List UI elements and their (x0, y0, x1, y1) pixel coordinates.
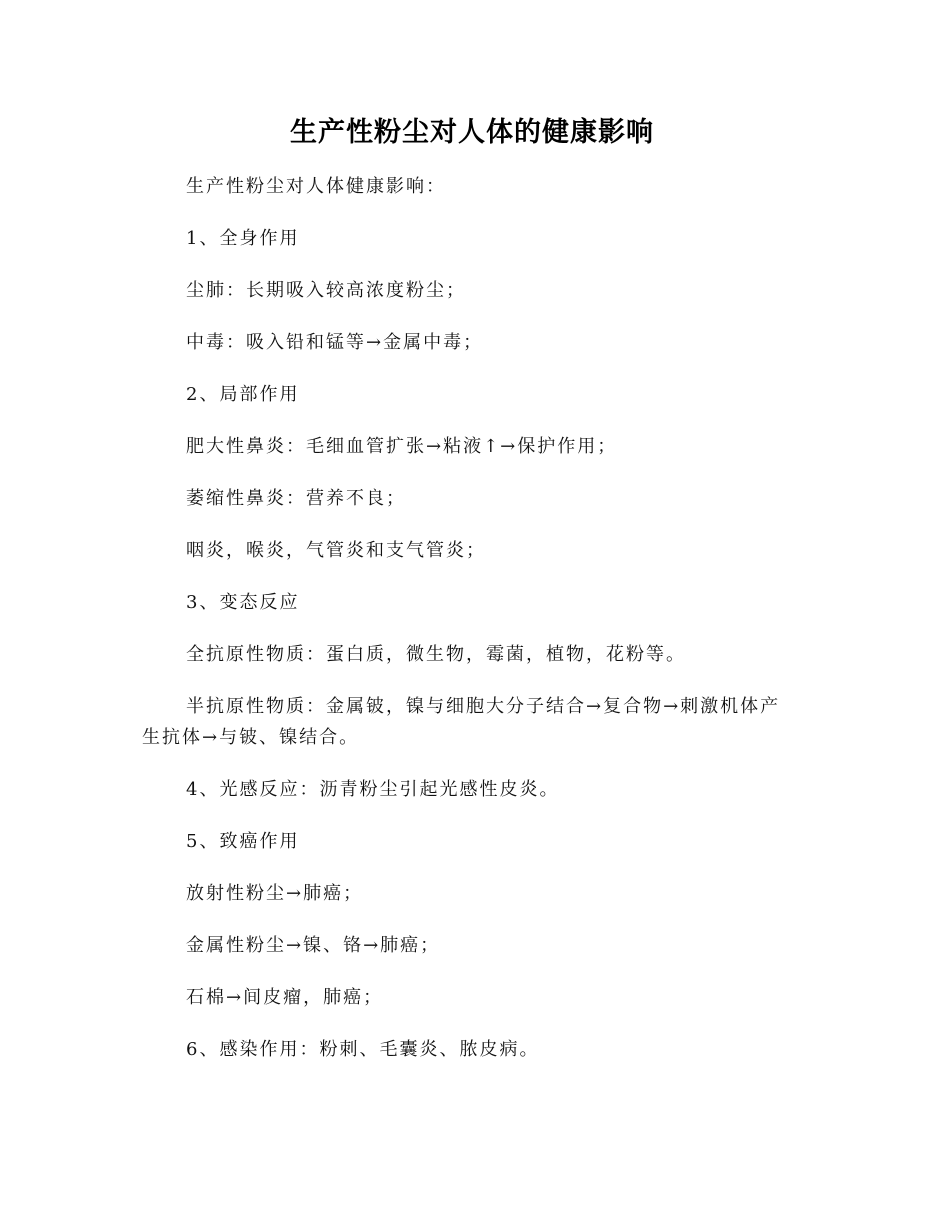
section-heading-4: 4、光感反应：沥青粉尘引起光感性皮炎。 (186, 779, 560, 800)
intro-paragraph: 生产性粉尘对人体健康影响： (186, 176, 446, 197)
list-item: 咽炎，喉炎，气管炎和支气管炎； (186, 540, 486, 561)
section-heading-3: 3、变态反应 (186, 592, 300, 613)
list-item: 半抗原性物质：金属铍，镍与细胞大分子结合→复合物→刺激机体产生抗体→与铍、镍结合。 (142, 696, 781, 748)
list-item: 石棉→间皮瘤，肺癌； (186, 987, 384, 1008)
list-item: 萎缩性鼻炎：营养不良； (186, 488, 406, 509)
list-item: 放射性粉尘→肺癌； (186, 883, 364, 904)
list-item: 金属性粉尘→镍、铬→肺癌； (186, 935, 441, 956)
section-heading-2: 2、局部作用 (186, 384, 300, 405)
section-heading-5: 5、致癌作用 (186, 831, 300, 852)
list-item: 中毒：吸入铅和锰等→金属中毒； (186, 332, 484, 353)
section-heading-1: 1、全身作用 (186, 228, 300, 249)
list-item: 肥大性鼻炎：毛细血管扩张→粘液↑→保护作用； (186, 436, 618, 457)
section-heading-6: 6、感染作用：粉刺、毛囊炎、脓皮病。 (186, 1039, 540, 1060)
list-item: 尘肺：长期吸入较高浓度粉尘； (186, 280, 466, 301)
list-item: 全抗原性物质：蛋白质，微生物，霉菌，植物，花粉等。 (186, 644, 686, 665)
document-title: 生产性粉尘对人体的健康影响 (290, 117, 654, 148)
